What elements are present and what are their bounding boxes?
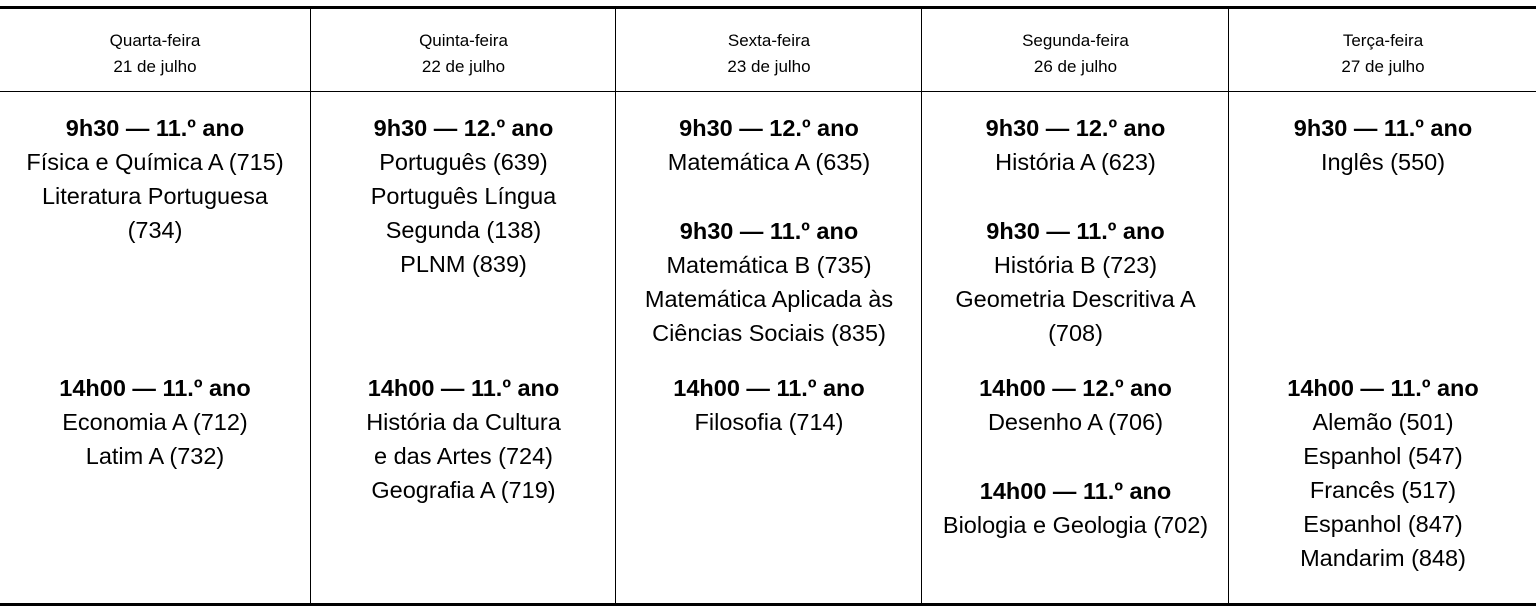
exam-subject: Francês (517) <box>1309 477 1457 503</box>
exam-subject: Português (639) <box>379 149 548 175</box>
exam-subject: Espanhol (847) <box>1303 511 1463 537</box>
session-time: 14h00 — 11.º ano <box>1287 375 1479 401</box>
table-bottom-rule <box>0 603 1536 606</box>
exam-subject: História A (623) <box>995 149 1156 175</box>
weekday-label: Segunda-feira <box>1022 31 1129 50</box>
exam-subject: (708) <box>1048 320 1103 346</box>
exam-subject: Biologia e Geologia (702) <box>942 512 1209 538</box>
afternoon-session <box>922 474 1229 542</box>
exam-subject: História da Cultura <box>366 409 561 435</box>
exam-subject: Espanhol (547) <box>1303 443 1463 469</box>
session-time: 9h30 — 11.º ano <box>679 218 859 244</box>
exam-subject: Filosofia (714) <box>694 409 844 435</box>
afternoon-session <box>616 371 922 439</box>
session-time: 9h30 — 12.º ano <box>373 115 554 141</box>
exam-subject: (734) <box>127 217 183 243</box>
session-time: 14h00 — 11.º ano <box>673 375 865 401</box>
afternoon-session <box>0 371 310 473</box>
morning-session <box>1229 111 1536 179</box>
exam-subject: Mandarim (848) <box>1300 545 1466 571</box>
exam-subject: Segunda (138) <box>385 217 542 243</box>
exam-subject: Latim A (732) <box>85 443 225 469</box>
day-column <box>615 8 922 603</box>
exam-subject: Física e Química A (715) <box>26 149 284 175</box>
session-time: 9h30 — 11.º ano <box>65 115 245 141</box>
morning-session <box>311 111 616 281</box>
exam-subject: Matemática B (735) <box>666 252 872 278</box>
exam-subject: Geometria Descritiva A <box>955 286 1196 312</box>
exam-subject: Desenho A (706) <box>987 409 1164 435</box>
date-label: 23 de julho <box>727 57 811 76</box>
exam-subject: PLNM (839) <box>400 251 527 277</box>
day-column <box>1228 8 1536 603</box>
exam-subject: Matemática Aplicada às <box>644 286 894 312</box>
afternoon-session <box>311 371 616 507</box>
session-time: 14h00 — 11.º ano <box>367 375 560 401</box>
day-column <box>0 8 310 603</box>
morning-session <box>0 111 310 247</box>
day-column <box>921 8 1229 603</box>
morning-session <box>616 214 922 350</box>
weekday-label: Quarta-feira <box>109 31 201 50</box>
session-time: 14h00 — 11.º ano <box>59 375 251 401</box>
date-label: 27 de julho <box>1341 57 1425 76</box>
session-time: 9h30 — 12.º ano <box>985 115 1166 141</box>
date-label: 21 de julho <box>113 57 197 76</box>
date-label: 26 de julho <box>1033 57 1118 76</box>
day-header <box>922 28 1229 80</box>
weekday-label: Sexta-feira <box>727 31 811 50</box>
exam-subject: Geografia A (719) <box>371 477 556 503</box>
exam-subject: Ciências Sociais (835) <box>652 320 886 346</box>
morning-session <box>616 111 922 179</box>
session-time: 14h00 — 11.º ano <box>979 478 1172 504</box>
exam-subject: e das Artes (724) <box>374 443 553 469</box>
morning-session <box>922 111 1229 179</box>
session-time: 14h00 — 12.º ano <box>979 375 1172 401</box>
afternoon-session <box>1229 371 1536 575</box>
day-header <box>1229 28 1536 80</box>
day-header <box>616 28 922 80</box>
exam-subject: Economia A (712) <box>62 409 248 435</box>
afternoon-session <box>922 371 1229 439</box>
exam-subject: História B (723) <box>993 252 1158 278</box>
date-label: 22 de julho <box>421 57 506 76</box>
session-time: 9h30 — 11.º ano <box>1293 115 1473 141</box>
exam-subject: Alemão (501) <box>1312 409 1454 435</box>
exam-subject: Matemática A (635) <box>667 149 871 175</box>
day-header <box>0 28 310 80</box>
day-header <box>311 28 616 80</box>
exam-subject: Literatura Portuguesa <box>41 183 268 209</box>
morning-session <box>922 214 1229 350</box>
weekday-label: Quinta-feira <box>419 31 508 50</box>
weekday-label: Terça-feira <box>1342 31 1424 50</box>
day-column <box>310 8 616 603</box>
exam-subject: Português Língua <box>370 183 557 209</box>
exam-subject: Inglês (550) <box>1320 149 1446 175</box>
session-time: 9h30 — 11.º ano <box>986 218 1165 244</box>
session-time: 9h30 — 12.º ano <box>679 115 859 141</box>
